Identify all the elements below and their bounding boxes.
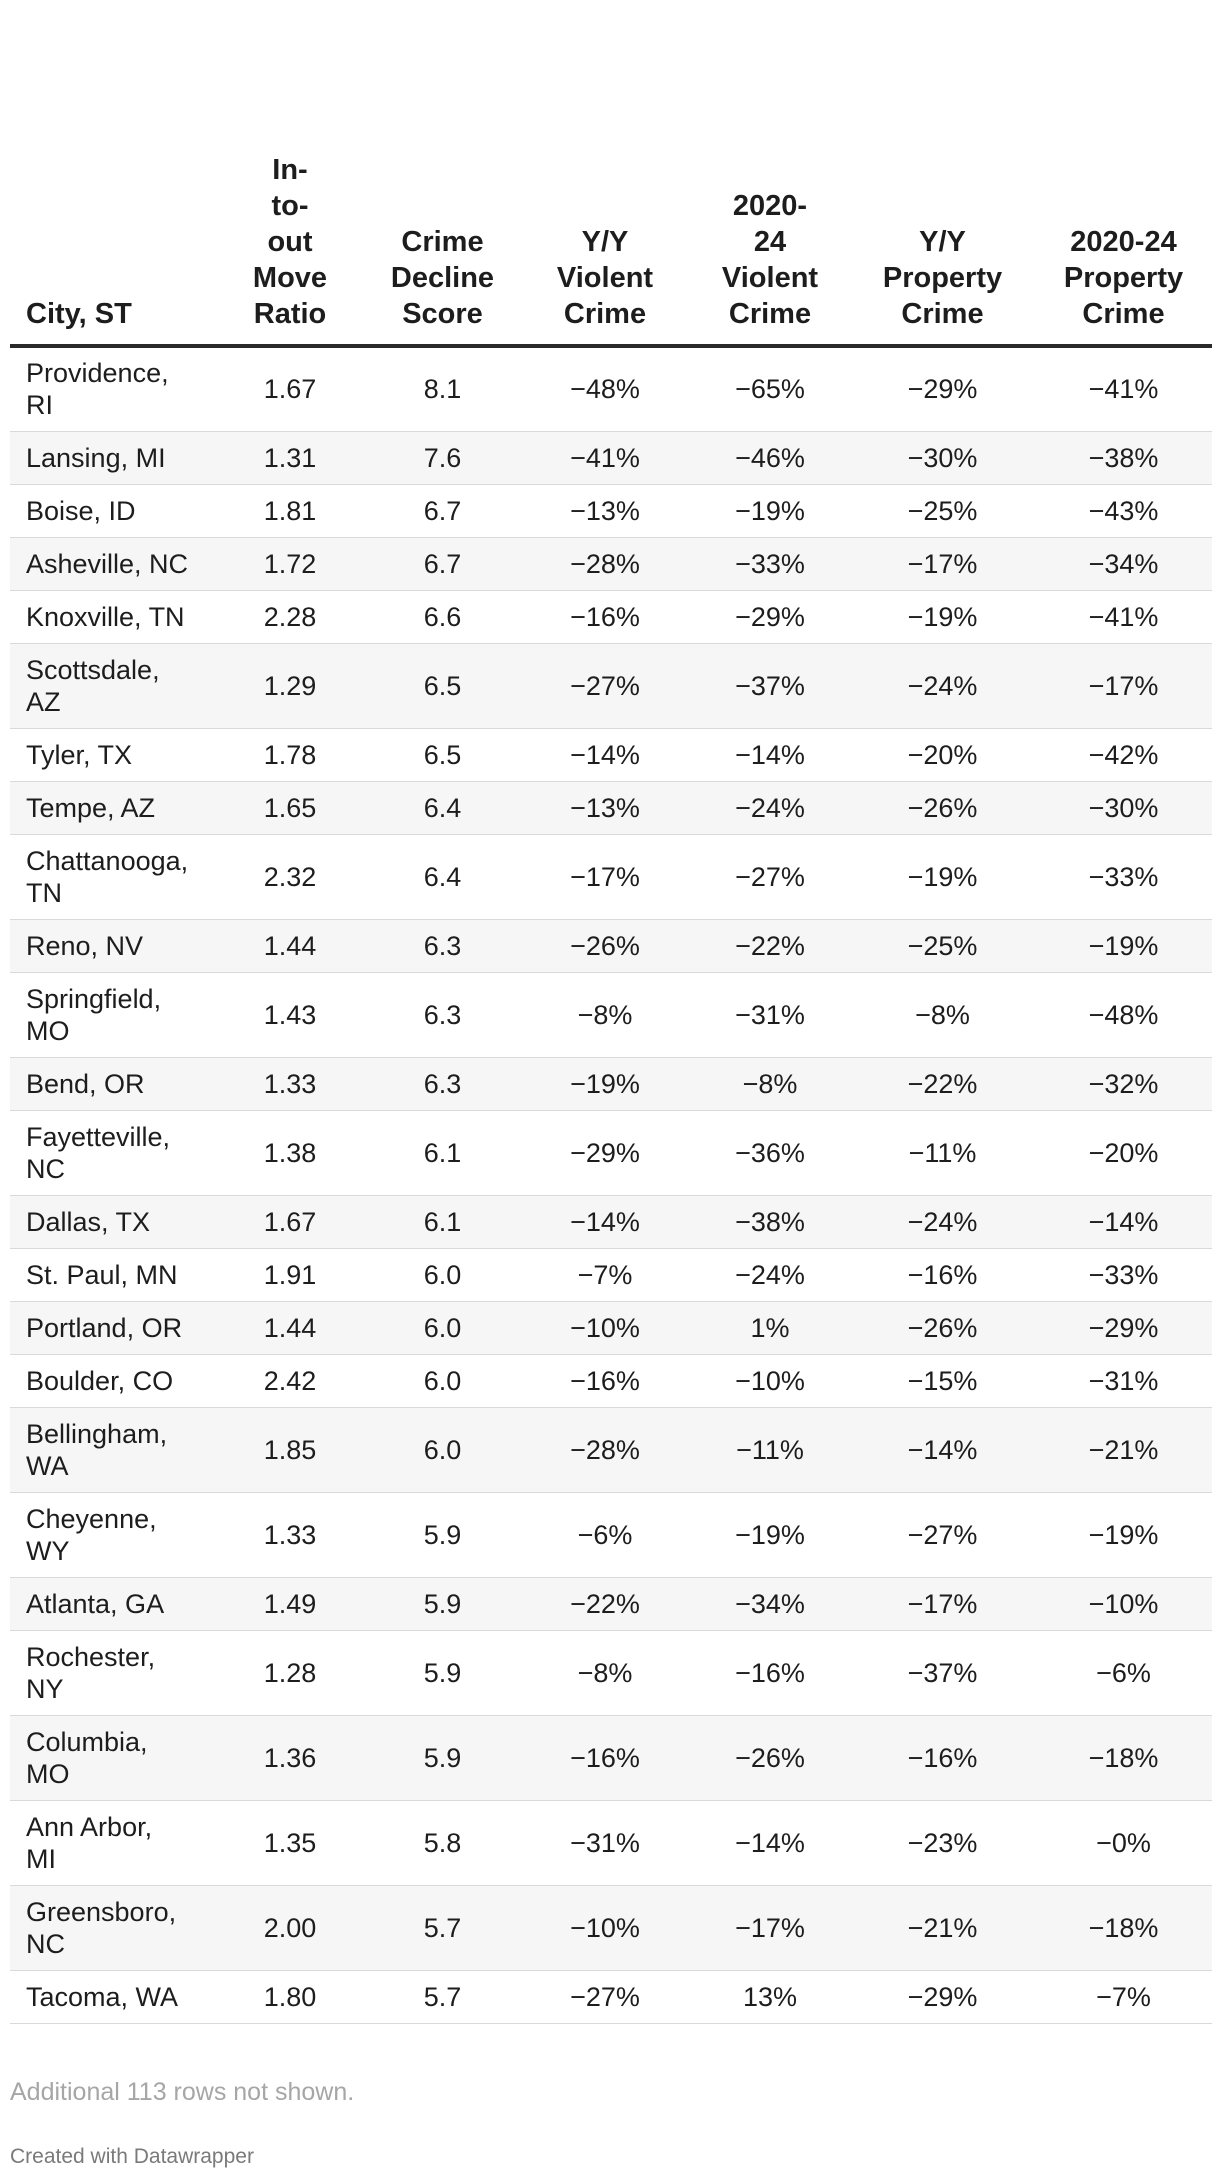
value-cell: −17%: [850, 1577, 1035, 1630]
value-cell: 1.31: [215, 431, 365, 484]
city-cell: [10, 431, 215, 484]
value-cell: −14%: [1035, 1195, 1212, 1248]
column-header[interactable]: [215, 152, 365, 346]
city-name-line: Lansing, MI: [26, 442, 166, 473]
value-cell: 1.38: [215, 1110, 365, 1195]
column-header-line: Property: [882, 262, 1003, 294]
value-cell: −7%: [520, 1248, 690, 1301]
city-cell: [10, 834, 215, 919]
value-cell: 1.85: [215, 1407, 365, 1492]
column-header-line: Score: [402, 298, 483, 330]
value-cell: −41%: [1035, 590, 1212, 643]
column-header-line: to-: [271, 190, 309, 222]
table-row: [10, 1195, 1212, 1248]
city-name-line: Fayetteville,: [26, 1121, 171, 1152]
table-row: [10, 1577, 1212, 1630]
city-name-line: Columbia,: [26, 1726, 148, 1757]
crime-table: [10, 152, 1212, 2024]
value-cell: 6.4: [365, 781, 520, 834]
city-name-line: Tyler, TX: [26, 739, 133, 770]
value-cell: 5.9: [365, 1630, 520, 1715]
city-cell: [10, 919, 215, 972]
value-cell: −36%: [690, 1110, 850, 1195]
value-cell: −28%: [520, 1407, 690, 1492]
value-cell: −15%: [850, 1354, 1035, 1407]
value-cell: 6.1: [365, 1110, 520, 1195]
value-cell: −10%: [1035, 1577, 1212, 1630]
city-name-line: NY: [26, 1673, 64, 1704]
value-cell: −30%: [850, 431, 1035, 484]
value-cell: 6.0: [365, 1301, 520, 1354]
value-cell: 1.35: [215, 1800, 365, 1885]
value-cell: −22%: [520, 1577, 690, 1630]
city-name-line: RI: [26, 390, 53, 421]
value-cell: −7%: [1035, 1970, 1212, 2023]
value-cell: −29%: [850, 1970, 1035, 2023]
value-cell: −24%: [690, 1248, 850, 1301]
city-name-line: Scottsdale,: [26, 654, 160, 685]
value-cell: −43%: [1035, 484, 1212, 537]
city-name-line: Portland, OR: [26, 1312, 183, 1343]
value-cell: −31%: [520, 1800, 690, 1885]
value-cell: −42%: [1035, 728, 1212, 781]
value-cell: 1.28: [215, 1630, 365, 1715]
value-cell: 6.7: [365, 537, 520, 590]
table-header-row: [10, 152, 1212, 346]
value-cell: −19%: [690, 484, 850, 537]
table-row: [10, 1110, 1212, 1195]
value-cell: −41%: [520, 431, 690, 484]
table-row: [10, 1800, 1212, 1885]
city-name-line: Greensboro,: [26, 1896, 177, 1927]
city-cell: [10, 1354, 215, 1407]
city-cell: [10, 537, 215, 590]
city-name-line: Providence,: [26, 358, 169, 389]
city-name-line: Boulder, CO: [26, 1365, 174, 1396]
table-row: [10, 1057, 1212, 1110]
value-cell: −41%: [1035, 346, 1212, 431]
city-name-line: Dallas, TX: [26, 1206, 151, 1237]
value-cell: 1.91: [215, 1248, 365, 1301]
value-cell: 2.28: [215, 590, 365, 643]
value-cell: 2.32: [215, 834, 365, 919]
value-cell: −26%: [850, 781, 1035, 834]
value-cell: −8%: [520, 1630, 690, 1715]
value-cell: 1.36: [215, 1715, 365, 1800]
value-cell: 13%: [690, 1970, 850, 2023]
value-cell: −48%: [520, 346, 690, 431]
city-name-line: Chattanooga,: [26, 845, 189, 876]
table-row: [10, 972, 1212, 1057]
value-cell: −34%: [1035, 537, 1212, 590]
value-cell: 6.0: [365, 1407, 520, 1492]
value-cell: −29%: [850, 346, 1035, 431]
value-cell: −65%: [690, 346, 850, 431]
table-row: [10, 643, 1212, 728]
value-cell: −14%: [850, 1407, 1035, 1492]
value-cell: 1.49: [215, 1577, 365, 1630]
value-cell: −16%: [850, 1248, 1035, 1301]
city-cell: [10, 1970, 215, 2023]
value-cell: −27%: [850, 1492, 1035, 1577]
value-cell: 6.4: [365, 834, 520, 919]
column-header-line: Crime: [563, 298, 647, 330]
value-cell: 1.80: [215, 1970, 365, 2023]
value-cell: −23%: [850, 1800, 1035, 1885]
column-header-line: Move: [252, 262, 328, 294]
value-cell: −20%: [850, 728, 1035, 781]
value-cell: 6.0: [365, 1354, 520, 1407]
value-cell: 1.67: [215, 346, 365, 431]
value-cell: −26%: [520, 919, 690, 972]
value-cell: 6.3: [365, 919, 520, 972]
city-cell: [10, 1057, 215, 1110]
table-notes: Additional 113 rows not shown.: [10, 2078, 355, 2106]
table-row: [10, 1354, 1212, 1407]
value-cell: −14%: [520, 728, 690, 781]
city-name-line: NC: [26, 1928, 65, 1959]
value-cell: −33%: [690, 537, 850, 590]
value-cell: 1.43: [215, 972, 365, 1057]
city-name-line: Reno, NV: [26, 930, 144, 961]
column-header-line: Y/Y: [919, 226, 966, 258]
value-cell: −22%: [690, 919, 850, 972]
value-cell: −24%: [690, 781, 850, 834]
column-header[interactable]: [520, 152, 690, 346]
city-cell: [10, 1800, 215, 1885]
value-cell: 5.9: [365, 1715, 520, 1800]
city-name-line: Boise, ID: [26, 495, 136, 526]
value-cell: −27%: [690, 834, 850, 919]
value-cell: −48%: [1035, 972, 1212, 1057]
value-cell: −21%: [850, 1885, 1035, 1970]
city-cell: [10, 484, 215, 537]
city-cell: [10, 972, 215, 1057]
value-cell: −14%: [690, 1800, 850, 1885]
value-cell: 6.5: [365, 643, 520, 728]
value-cell: −19%: [850, 590, 1035, 643]
city-cell: [10, 1195, 215, 1248]
value-cell: 1.29: [215, 643, 365, 728]
value-cell: −26%: [690, 1715, 850, 1800]
column-header-line: In-: [272, 154, 308, 186]
column-header-line: Property: [1063, 262, 1184, 294]
column-header-line: 2020-24: [1070, 226, 1177, 258]
value-cell: −29%: [520, 1110, 690, 1195]
column-header-line: Violent: [556, 262, 654, 294]
value-cell: 1%: [690, 1301, 850, 1354]
value-cell: −19%: [520, 1057, 690, 1110]
value-cell: −19%: [1035, 1492, 1212, 1577]
table-row: [10, 1301, 1212, 1354]
city-name-line: MI: [26, 1843, 56, 1874]
value-cell: 5.8: [365, 1800, 520, 1885]
table-row: [10, 1248, 1212, 1301]
city-cell: [10, 1885, 215, 1970]
city-name-line: WA: [26, 1450, 69, 1481]
table-row: [10, 1885, 1212, 1970]
value-cell: −34%: [690, 1577, 850, 1630]
value-cell: 1.33: [215, 1057, 365, 1110]
value-cell: −10%: [520, 1885, 690, 1970]
value-cell: −31%: [690, 972, 850, 1057]
city-cell: [10, 643, 215, 728]
value-cell: −37%: [690, 643, 850, 728]
city-name-line: St. Paul, MN: [26, 1259, 178, 1290]
city-name-line: Ann Arbor,: [26, 1811, 153, 1842]
value-cell: 5.7: [365, 1885, 520, 1970]
value-cell: −8%: [690, 1057, 850, 1110]
city-name-line: Knoxville, TN: [26, 601, 185, 632]
city-name-line: Tacoma, WA: [26, 1981, 179, 2012]
value-cell: −17%: [850, 537, 1035, 590]
column-header-line: Crime: [728, 298, 812, 330]
value-cell: −25%: [850, 919, 1035, 972]
table-row: [10, 919, 1212, 972]
column-header-line: Crime: [401, 226, 484, 258]
city-cell: [10, 346, 215, 431]
value-cell: −6%: [1035, 1630, 1212, 1715]
value-cell: 1.44: [215, 919, 365, 972]
table-row: [10, 781, 1212, 834]
city-cell: [10, 1407, 215, 1492]
column-header-line: Decline: [390, 262, 495, 294]
value-cell: 1.44: [215, 1301, 365, 1354]
value-cell: 5.9: [365, 1577, 520, 1630]
value-cell: −17%: [690, 1885, 850, 1970]
value-cell: −16%: [520, 590, 690, 643]
value-cell: 1.81: [215, 484, 365, 537]
value-cell: −18%: [1035, 1885, 1212, 1970]
value-cell: −32%: [1035, 1057, 1212, 1110]
city-name-line: AZ: [26, 686, 61, 717]
value-cell: −10%: [690, 1354, 850, 1407]
city-name-line: Bellingham,: [26, 1418, 168, 1449]
value-cell: −26%: [850, 1301, 1035, 1354]
column-header-line: City, ST: [26, 298, 132, 330]
value-cell: 5.7: [365, 1970, 520, 2023]
value-cell: 8.1: [365, 346, 520, 431]
value-cell: −33%: [1035, 834, 1212, 919]
value-cell: −28%: [520, 537, 690, 590]
table-row: [10, 1970, 1212, 2023]
city-name-line: Tempe, AZ: [26, 792, 156, 823]
value-cell: 6.0: [365, 1248, 520, 1301]
table-row: [10, 728, 1212, 781]
table-row: [10, 1407, 1212, 1492]
city-name-line: WY: [26, 1535, 70, 1566]
city-cell: [10, 1630, 215, 1715]
table-row: [10, 1630, 1212, 1715]
value-cell: 6.3: [365, 1057, 520, 1110]
value-cell: −20%: [1035, 1110, 1212, 1195]
value-cell: −0%: [1035, 1800, 1212, 1885]
value-cell: −27%: [520, 643, 690, 728]
column-header[interactable]: [690, 152, 850, 346]
value-cell: −30%: [1035, 781, 1212, 834]
table-row: [10, 1715, 1212, 1800]
city-name-line: TN: [26, 877, 62, 908]
column-header-line: Crime: [901, 298, 984, 330]
table-row: [10, 346, 1212, 431]
value-cell: −29%: [1035, 1301, 1212, 1354]
value-cell: 1.72: [215, 537, 365, 590]
value-cell: −19%: [1035, 919, 1212, 972]
value-cell: −14%: [690, 728, 850, 781]
column-header[interactable]: [1035, 152, 1212, 346]
value-cell: −46%: [690, 431, 850, 484]
column-header[interactable]: [850, 152, 1035, 346]
value-cell: −25%: [850, 484, 1035, 537]
value-cell: 2.00: [215, 1885, 365, 1970]
value-cell: −19%: [690, 1492, 850, 1577]
value-cell: −16%: [850, 1715, 1035, 1800]
city-name-line: MO: [26, 1758, 70, 1789]
value-cell: −24%: [850, 643, 1035, 728]
value-cell: −21%: [1035, 1407, 1212, 1492]
city-name-line: Cheyenne,: [26, 1503, 157, 1534]
column-header[interactable]: [365, 152, 520, 346]
city-cell: [10, 1492, 215, 1577]
value-cell: −16%: [520, 1715, 690, 1800]
column-header-line: Ratio: [253, 298, 327, 330]
value-cell: −17%: [1035, 643, 1212, 728]
city-name-line: Rochester,: [26, 1641, 156, 1672]
credit-line: Created with Datawrapper: [10, 2145, 254, 2168]
table-row: [10, 537, 1212, 590]
table-row: [10, 834, 1212, 919]
table-row: [10, 1492, 1212, 1577]
column-header-line: out: [267, 226, 313, 258]
city-name-line: Atlanta, GA: [26, 1588, 165, 1619]
city-cell: [10, 1301, 215, 1354]
value-cell: −24%: [850, 1195, 1035, 1248]
value-cell: −13%: [520, 484, 690, 537]
value-cell: −16%: [690, 1630, 850, 1715]
value-cell: −8%: [520, 972, 690, 1057]
value-cell: −11%: [690, 1407, 850, 1492]
value-cell: −31%: [1035, 1354, 1212, 1407]
value-cell: 1.33: [215, 1492, 365, 1577]
city-cell: [10, 1110, 215, 1195]
value-cell: −13%: [520, 781, 690, 834]
column-header-line: Violent: [721, 262, 819, 294]
value-cell: 6.6: [365, 590, 520, 643]
value-cell: −33%: [1035, 1248, 1212, 1301]
table-body: [10, 346, 1212, 2023]
column-header-line: 24: [753, 226, 787, 258]
city-name-line: NC: [26, 1153, 65, 1184]
value-cell: −38%: [690, 1195, 850, 1248]
value-cell: 2.42: [215, 1354, 365, 1407]
value-cell: −37%: [850, 1630, 1035, 1715]
table-row: [10, 590, 1212, 643]
value-cell: 5.9: [365, 1492, 520, 1577]
value-cell: −16%: [520, 1354, 690, 1407]
city-name-line: Asheville, NC: [26, 548, 189, 579]
value-cell: −6%: [520, 1492, 690, 1577]
value-cell: −14%: [520, 1195, 690, 1248]
table-row: [10, 431, 1212, 484]
value-cell: 7.6: [365, 431, 520, 484]
city-cell: [10, 1248, 215, 1301]
value-cell: −10%: [520, 1301, 690, 1354]
value-cell: −11%: [850, 1110, 1035, 1195]
value-cell: −29%: [690, 590, 850, 643]
city-name-line: Bend, OR: [26, 1068, 145, 1099]
value-cell: 1.78: [215, 728, 365, 781]
city-cell: [10, 1715, 215, 1800]
city-cell: [10, 590, 215, 643]
value-cell: 6.5: [365, 728, 520, 781]
value-cell: −18%: [1035, 1715, 1212, 1800]
value-cell: 1.65: [215, 781, 365, 834]
value-cell: −8%: [850, 972, 1035, 1057]
city-name-line: Springfield,: [26, 983, 162, 1014]
value-cell: 6.1: [365, 1195, 520, 1248]
column-header-line: 2020-: [732, 190, 808, 222]
value-cell: −27%: [520, 1970, 690, 2023]
city-cell: [10, 728, 215, 781]
value-cell: 6.7: [365, 484, 520, 537]
value-cell: −22%: [850, 1057, 1035, 1110]
value-cell: 1.67: [215, 1195, 365, 1248]
value-cell: −38%: [1035, 431, 1212, 484]
column-header-line: Y/Y: [581, 226, 629, 258]
city-cell: [10, 1577, 215, 1630]
column-header-line: Crime: [1082, 298, 1165, 330]
column-header[interactable]: [10, 152, 215, 346]
value-cell: 6.3: [365, 972, 520, 1057]
city-cell: [10, 781, 215, 834]
city-name-line: MO: [26, 1015, 70, 1046]
value-cell: −19%: [850, 834, 1035, 919]
table-row: [10, 484, 1212, 537]
value-cell: −17%: [520, 834, 690, 919]
